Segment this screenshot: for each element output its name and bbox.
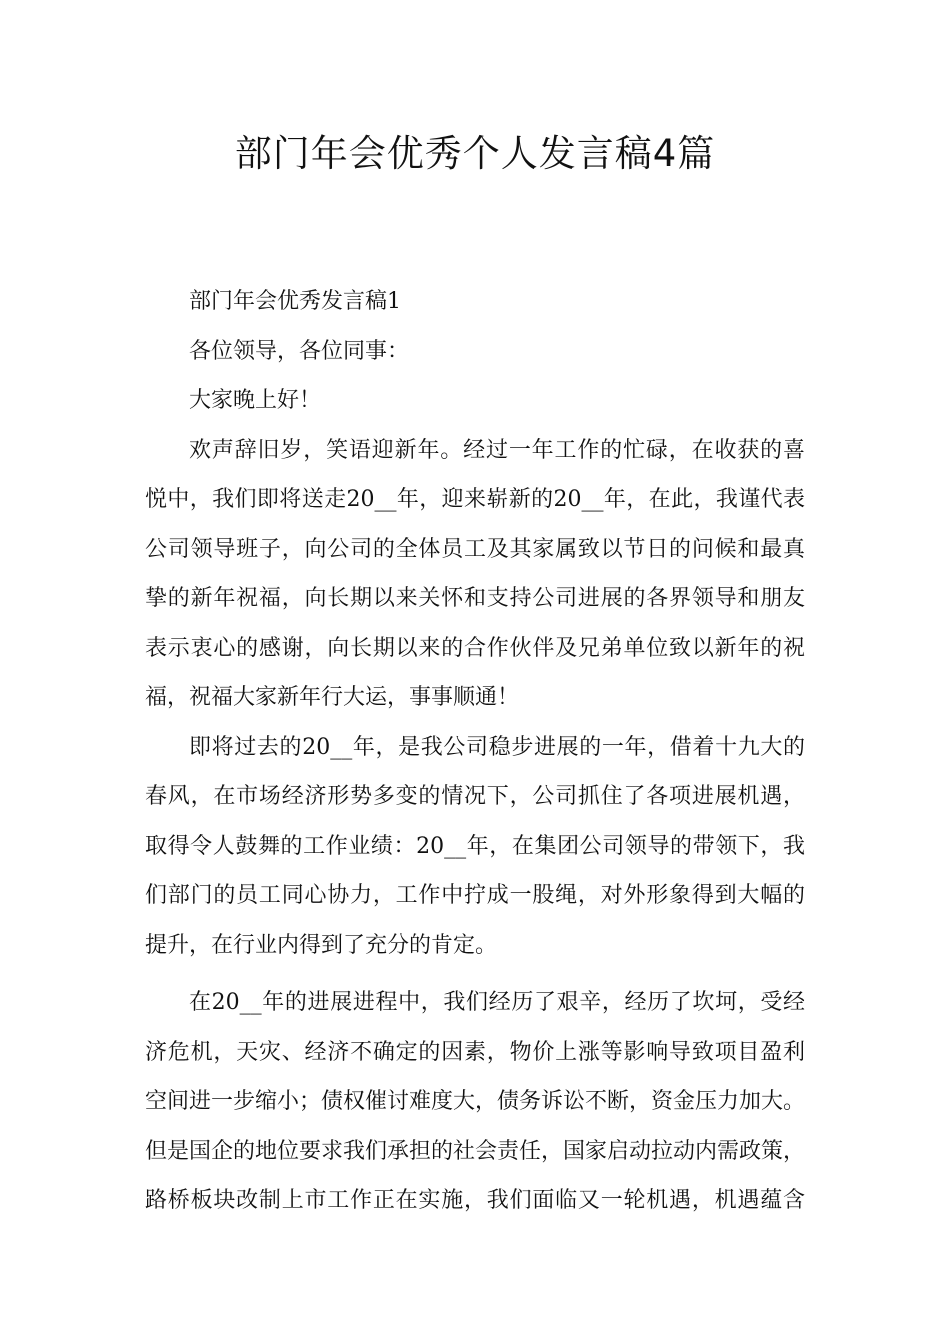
greeting-line: 大家晚上好！ xyxy=(189,388,322,413)
paragraph-line: 福，祝福大家新年行大运，事事顺通！ xyxy=(145,685,520,710)
paragraph-line: 空间进一步缩小；债权催讨难度大，债务诉讼不断，资金压力加大。 xyxy=(145,1089,806,1114)
document-title: 部门年会优秀个人发言稿4篇 xyxy=(234,132,716,175)
section-heading: 部门年会优秀发言稿1 xyxy=(189,289,401,314)
paragraph-gap xyxy=(145,977,825,985)
paragraph-2 xyxy=(145,730,825,978)
paragraph-line: 济危机，天灾、经济不确定的因素，物价上涨等影响导致项目盈利 xyxy=(145,1039,805,1065)
paragraph-line: 春风，在市场经济形势多变的情况下，公司抓住了各项进展机遇， xyxy=(145,784,805,809)
paragraph-line: 在20__年的进展进程中，我们经历了艰辛，经历了坎坷，受经 xyxy=(189,990,805,1015)
document-body xyxy=(145,284,825,1233)
paragraph-line: 欢声辞旧岁，笑语迎新年。经过一年工作的忙碌，在收获的喜 xyxy=(189,437,805,463)
salutation-line: 各位领导，各位同事： xyxy=(189,338,410,364)
paragraph-line: 取得令人鼓舞的工作业绩：20__年，在集团公司领导的带领下，我 xyxy=(145,833,805,859)
paragraph-line: 但是国企的地位要求我们承担的社会责任，国家启动拉动内需政策， xyxy=(145,1138,806,1164)
paragraph-line: 挚的新年祝福，向长期以来关怀和支持公司进展的各界领导和朋友 xyxy=(145,586,805,611)
paragraph-line: 表示衷心的感谢，向长期以来的合作伙伴及兄弟单位致以新年的祝 xyxy=(145,635,805,661)
paragraph-line: 悦中，我们即将送走20__年，迎来崭新的20__年，在此，我谨代表 xyxy=(145,487,805,512)
paragraph-1 xyxy=(145,433,825,730)
paragraph-3 xyxy=(145,985,825,1233)
paragraph-line: 公司领导班子，向公司的全体员工及其家属致以节日的问候和最真 xyxy=(145,536,805,562)
paragraph-line: 即将过去的20__年，是我公司稳步进展的一年，借着十九大的 xyxy=(189,734,805,760)
paragraph-line: 路桥板块改制上市工作正在实施，我们面临又一轮机遇，机遇蕴含 xyxy=(145,1188,805,1213)
paragraph-line: 提升，在行业内得到了充分的肯定。 xyxy=(145,932,498,958)
paragraph-line: 们部门的员工同心协力，工作中拧成一股绳，对外形象得到大幅的 xyxy=(145,883,805,908)
